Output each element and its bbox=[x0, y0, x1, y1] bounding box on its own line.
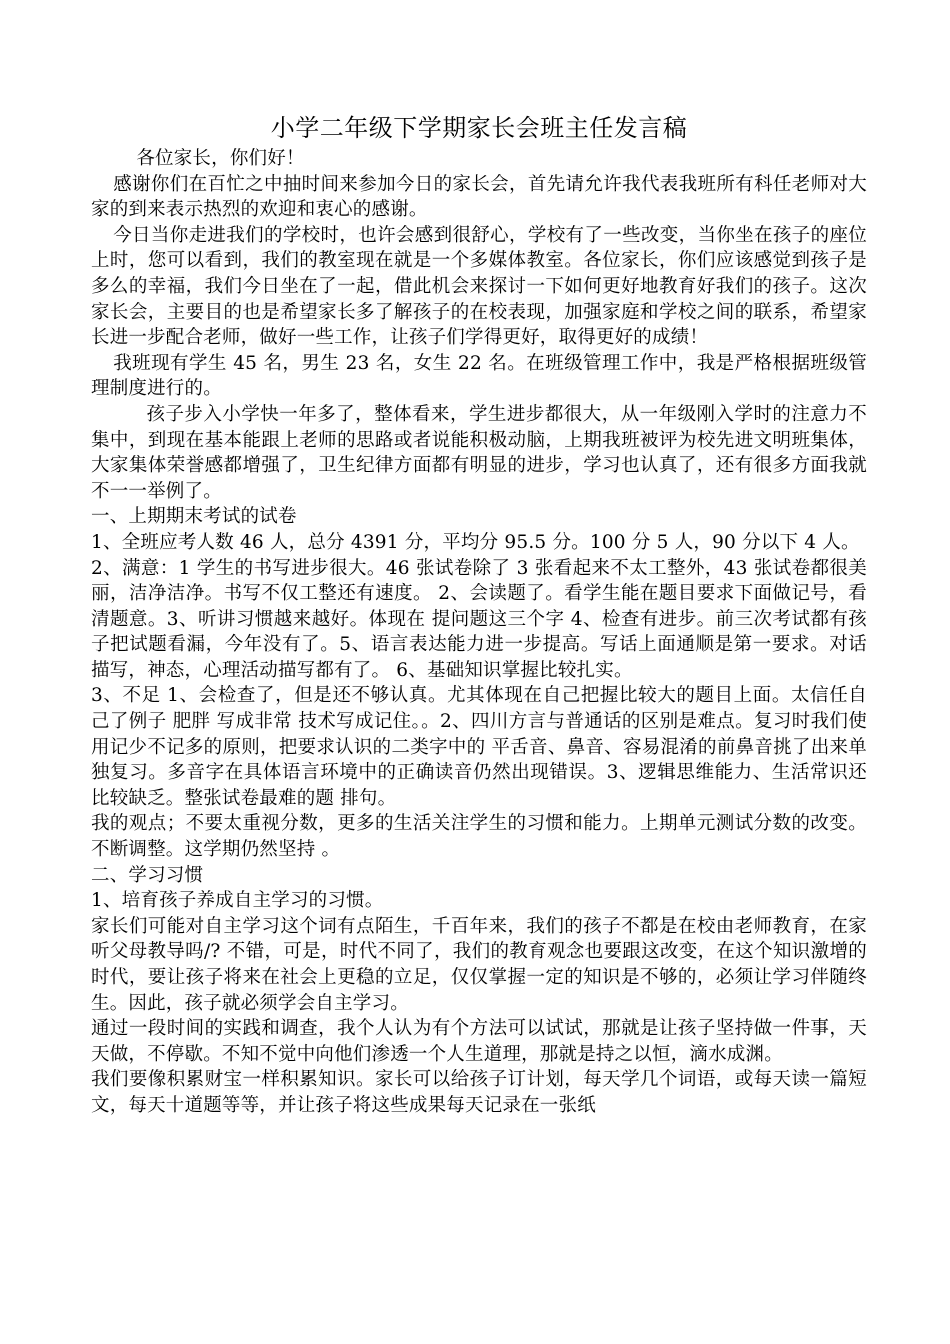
section-heading-exam: 一、上期期末考试的试卷 bbox=[91, 506, 297, 528]
paragraph-self-study: 家长们可能对自主学习这个词有点陌生，千百年来，我们的孩子不都是在校由老师教育，在家听父母教导吗/? 不错，可是，时代不同了，我们的教育观念也要跟这改变，在这个知识激增的时代，要让孩子将来在社会上更稳的立足，仅仅掌握一定的知识是不够的，必须让学习伴随终生。因此，孩子就必须学会自主学习。 bbox=[91, 915, 867, 1014]
paragraph-opinion: 我的观点；不要太重视分数，更多的生活关注学生的习惯和能力。上期单元测试分数的改变。不断调整。这学期仍然坚持 。 bbox=[91, 813, 867, 861]
document-page bbox=[91, 110, 867, 1119]
subheading-self-study: 1、培育孩子养成自主学习的习惯。 bbox=[91, 890, 384, 912]
paragraph-school-intro: 今日当你走进我们的学校时，也许会感到很舒心，学校有了一些改变，当你坐在孩子的座位上时，您可以看到，我们的教室现在就是一个多媒体教室。各位家长，你们应该感觉到孩子是多么的幸福，我们今日坐在了一起，借此机会来探讨一下如何更好地教育好我们的孩子。这次家长会，主要目的也是希望家长多了解孩子的在校表现，加强家庭和学校之间的联系，希望家长进一步配合老师，做好一些工作，让孩子们学得更好，取得更好的成绩！ bbox=[91, 224, 867, 349]
document-title: 小学二年级下学期家长会班主任发言稿 bbox=[270, 114, 688, 142]
paragraph-exam-summary: 1、全班应考人数 46 人，总分 4391 分，平均分 95.5 分。100 分 5 人，90 分以下 4 人。 bbox=[91, 531, 860, 553]
section-heading-habits: 二、学习习惯 bbox=[91, 864, 204, 886]
paragraph-exam-weaknesses: 3、不足 1、会检查了，但是还不够认真。尤其体现在自己把握比较大的题目上面。太信任自己了例子 肥胖 写成非常 技术写成记住。。2、四川方言与普通话的区别是难点。复习时我们使用记少不记多的原则，把要求认识的二类字中的 平舌音、鼻音、容易混淆的前鼻音挑了出来单独复习。多音字在具体语言环境中的正确读音仍然出现错误。3、逻辑思维能力、生活常识还比较缺乏。整张试卷最难的题 排句。 bbox=[91, 685, 867, 809]
paragraph-exam-strengths: 2、满意：1 学生的书写进步很大。46 张试卷除了 3 张看起来不太工整外，43 张试卷都很美丽，洁净洁净。书写不仅工整还有速度。 2、会读题了。看学生能在题目要求下面做记号，看清题意。3、听讲习惯越来越好。体现在 提问题这三个字 4、检查有进步。前三次考试都有孩子把试题看漏，今年没有了。5、语言表达能力进一步提高。写话上面通顺是第一要求。对话描写，神态，心理活动描写都有了。 6、基础知识掌握比较扎实。 bbox=[91, 557, 867, 681]
paragraph-persistence: 通过一段时间的实践和调查，我个人认为有个方法可以试试，那就是让孩子坚持做一件事，天天做，不停歇。不知不觉中向他们渗透一个人生道理，那就是持之以恒，滴水成渊。 bbox=[91, 1018, 867, 1065]
paragraph-accumulate: 我们要像积累财宝一样积累知识。家长可以给孩子订计划，每天学几个词语，或每天读一篇短文，每天十道题等等，并让孩子将这些成果每天记录在一张纸 bbox=[91, 1069, 867, 1116]
paragraph-progress: 孩子步入小学快一年多了，整体看来，学生进步都很大，从一年级刚入学时的注意力不集中，到现在基本能跟上老师的思路或者说能积极动脑，上期我班被评为校先进文明班集体，大家集体荣誉感都增强了，卫生纪律方面都有明显的进步，学习也认真了，还有很多方面我就不一一举例了。 bbox=[91, 403, 867, 502]
paragraph-thanks: 感谢你们在百忙之中抽时间来参加今日的家长会，首先请允许我代表我班所有科任老师对大家的到来表示热烈的欢迎和衷心的感谢。 bbox=[91, 173, 867, 221]
paragraph-class-stats: 我班现有学生 45 名，男生 23 名，女生 22 名。在班级管理工作中，我是严格根据班级管理制度进行的。 bbox=[91, 352, 867, 400]
document-body bbox=[91, 146, 867, 1119]
paragraph-greeting: 各位家长，你们好！ bbox=[136, 148, 305, 169]
